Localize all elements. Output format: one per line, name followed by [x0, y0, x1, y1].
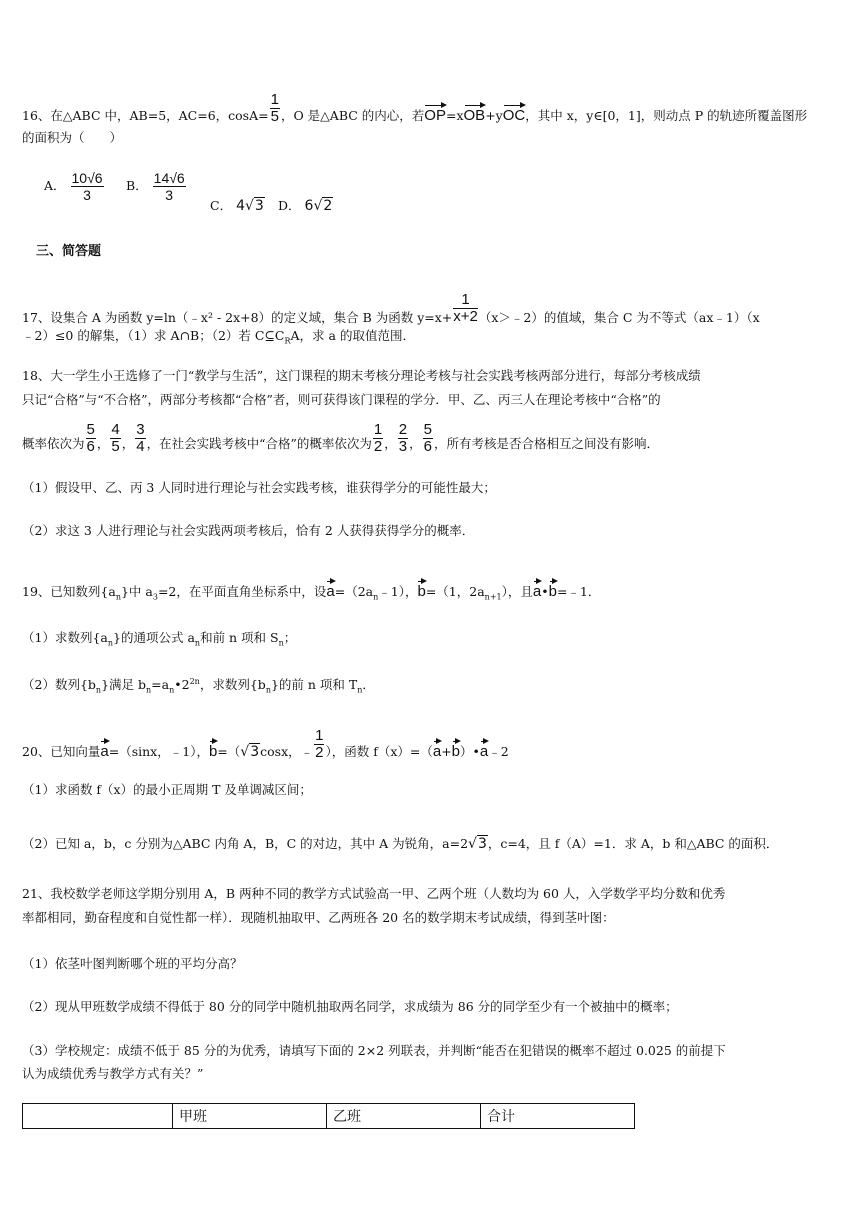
q19-text: =（1，2a	[425, 584, 485, 599]
frac-num: 3	[136, 421, 145, 438]
q18-frac	[86, 422, 96, 455]
q19-text: ），且	[501, 584, 533, 599]
q17-text: ﹣2）≤0 的解集，（1）求 A∩B；（2）若 C⊆C	[22, 328, 285, 343]
q18-text: 概率依次为	[22, 436, 85, 451]
subscript: n	[194, 638, 201, 648]
q19-sub1	[22, 630, 296, 652]
q19-text: }满足 b	[101, 677, 147, 693]
vector-b: b	[549, 578, 557, 600]
q20-text: cosx，﹣	[260, 744, 314, 759]
q20-text: =（sinx，﹣1），	[108, 744, 209, 759]
radicand: 3	[254, 198, 264, 214]
frac-den: 5	[111, 438, 120, 455]
q20-fraction	[314, 728, 324, 761]
subscript: n	[169, 685, 175, 695]
sqrt-3: √3	[468, 836, 487, 852]
sqrt-3: √3	[240, 744, 260, 760]
q19-text: =2，在平面直角坐标系中，设	[157, 584, 327, 599]
q20-sub1: （1）求函数 f（x）的最小正周期 T 及单调减区间；	[22, 782, 312, 797]
q19-text: ，求数列{b	[199, 677, 266, 693]
q19-text: •2	[174, 677, 190, 693]
q19-text: =﹣1．	[556, 584, 601, 599]
q16-text: 16、在△ABC 中，AB=5，AC=6，cosA=	[22, 108, 269, 123]
subscript: n	[95, 685, 102, 695]
q20-line1	[22, 727, 509, 769]
q18-text: ，所有考核是否合格相互之间没有影响．	[433, 436, 659, 451]
subscript: R	[284, 336, 291, 346]
q18-frac	[373, 422, 383, 455]
q17-fraction	[453, 292, 478, 325]
q18-frac	[398, 422, 408, 455]
subscript: n	[107, 638, 114, 648]
frac-num: 1	[315, 727, 324, 744]
cosA-fraction	[270, 92, 280, 125]
frac-den: 6	[86, 438, 95, 455]
radicand: 3	[477, 836, 487, 852]
frac-num: 1	[453, 292, 478, 309]
table-cell: 合计	[481, 1104, 635, 1129]
q16-text: =x	[445, 108, 464, 123]
option-c-value: 4√3	[236, 198, 264, 214]
frac-num: 5	[423, 421, 432, 438]
q18-sub1: （1）假设甲、乙、丙 3 人同时进行理论与社会实践考核，谁获得学分的可能性最大；	[22, 480, 496, 495]
vector-oc: OC	[503, 102, 526, 124]
subscript: n	[373, 592, 379, 602]
q19-text: 19、已知数列{a	[22, 584, 116, 599]
q19-text: ﹣1），	[378, 584, 418, 599]
option-b	[126, 170, 187, 203]
q19-text: 和前 n 项和 S	[200, 630, 279, 645]
q19-line1: 19、已知数列$\{a_n\}$中 $a_3=2$，在平面直角坐标系中，设$a=(2a_n﹣1)$，b=（1，$2a_{n+1}$），且a•b=﹣1．	[22, 578, 600, 606]
frac-den: 2	[373, 438, 383, 455]
frac-den: 3	[83, 187, 91, 203]
subscript: 3	[152, 592, 158, 602]
option-label: B．	[126, 178, 148, 193]
q20-text: ﹣2	[488, 744, 509, 759]
table-cell: 甲班	[173, 1104, 327, 1129]
q19-text: ；	[283, 630, 297, 645]
q17-text: （x＞﹣2）的值域，集合 C 为不等式（ax﹣1）（x	[478, 310, 760, 325]
q21-sub2: （2）现从甲班数学成绩不得低于 80 分的同学中随机抽取两名同学，求成绩为 86 分的同学至少有一个被抽中的概率；	[22, 999, 678, 1014]
table-header-row	[23, 1104, 635, 1129]
frac-num: 1	[270, 91, 279, 108]
q18-frac	[110, 422, 120, 455]
option-d-value: 6√2	[304, 198, 333, 214]
option-d	[278, 196, 333, 214]
vector-a: a	[326, 578, 334, 600]
frac-den: 4	[136, 438, 145, 455]
q16-text: +y	[485, 108, 503, 123]
frac-num: 1	[373, 421, 383, 438]
q21-line1: 21、我校数学老师这学期分别用 A，B 两种不同的教学方式试验高一甲、乙两个班（人数均为 60 人，入学数学平均分数和优秀	[22, 886, 726, 901]
option-c	[210, 196, 265, 214]
frac-num: 2	[398, 421, 408, 438]
q19-text: =（2a	[334, 584, 374, 599]
q16-line1	[22, 91, 808, 133]
q19-text: （1）求数列{a	[22, 630, 108, 645]
vector-b: b	[452, 738, 460, 760]
coef: 6	[304, 198, 314, 214]
q19-text: }的通项公式 a	[113, 630, 195, 645]
radicand: 3	[250, 744, 260, 760]
section-heading: 三、简答题	[36, 244, 102, 259]
frac-den: 3	[165, 187, 174, 203]
option-label: A．	[44, 178, 66, 193]
q20-text: 20、已知向量	[22, 744, 101, 759]
subscript: n	[265, 685, 271, 695]
q18-line1: 18、大一学生小王选修了一门“教学与生活”，这门课程的期末考核分理论考核与社会实践考核两部分进行，每部分考核成绩	[22, 368, 701, 383]
q18-line3: 概率依次为 $\frac{5}{6}$ ， $\frac{4}{5}$ ， $\frac{3}{4}$ ，在社会实践考核中“合格”的概率依次为 $\frac{1}{2}$ ， $\frac{2}{3}$ ， $\frac{5}{6}$ ，所有考核是否合格相互之间没有影响．	[22, 421, 659, 455]
vector-a: a	[433, 738, 441, 760]
option-label: D．	[278, 198, 301, 213]
subscript: n	[146, 685, 152, 695]
subscript: n	[115, 592, 121, 602]
frac-num: 5	[86, 421, 95, 438]
radicand: 2	[323, 198, 333, 214]
contingency-table	[22, 1103, 635, 1129]
vector-ob: OB	[464, 102, 486, 124]
q19-text: }中 a	[120, 584, 153, 599]
frac-den: 3	[398, 438, 408, 455]
frac-den: 5	[270, 108, 279, 125]
q17-text: A，求 a 的取值范围．	[290, 328, 415, 343]
q20-text: ），函数 f（x）=（	[325, 744, 433, 759]
frac-num: 4	[111, 421, 120, 438]
vector-a: a	[100, 738, 108, 760]
q20-text: =（	[217, 744, 241, 759]
vector-op: OP	[424, 102, 446, 124]
option-a	[44, 170, 105, 203]
frac-num: 10√6	[71, 170, 103, 186]
q19-sub2	[22, 674, 375, 699]
q20-text: （2）已知 a，b，c 分别为△ABC 内角 A，B，C 的对边，其中 A 为锐角，a=2	[22, 836, 469, 851]
q19-text: （2）数列{b	[22, 677, 96, 693]
q17-text: 17、设集合 A 为函数 y=ln（﹣x² - 2x+8）的定义域，集合 B 为函数 y=x+	[22, 310, 453, 325]
q19-text: }的前 n 项和 T	[270, 677, 358, 693]
frac-den: x+2	[453, 308, 478, 325]
q20-sub2	[22, 836, 778, 852]
q21-sub1: （1）依茎叶图判断哪个班的平均分高？	[22, 956, 243, 971]
option-a-fraction	[71, 170, 104, 203]
frac-den: 6	[423, 438, 432, 455]
table-cell	[23, 1104, 173, 1129]
q16-text: ，O 是△ABC 的内心，若	[280, 108, 425, 123]
q18-sub2: （2）求这 3 人进行理论与社会实践两项考核后，恰有 2 人获得获得学分的概率．	[22, 523, 475, 538]
q16-line2: 的面积为（ ）	[22, 130, 123, 145]
q20-text: ）•	[460, 744, 480, 759]
coef: 4	[236, 198, 245, 214]
frac-num: 14√6	[153, 170, 185, 186]
q21-sub3-line2: 认为成绩优秀与教学方式有关？”	[22, 1066, 204, 1081]
vector-b: b	[209, 738, 217, 760]
q20-text: +	[441, 744, 452, 759]
q17-line2	[22, 328, 415, 350]
subscript: n	[278, 638, 284, 648]
q18-frac	[135, 422, 145, 455]
q16-text: ，其中 x，y∈[0，1]，则动点 P 的轨迹所覆盖图形	[525, 108, 808, 123]
option-label: C．	[210, 198, 233, 213]
q18-line2: 只记“合格”与“不合格”，两部分考核都“合格”者，则可获得该门课程的学分．甲、乙、丙三人在理论考核中“合格”的	[22, 392, 661, 407]
q18-frac	[423, 422, 433, 455]
q19-text: ．	[362, 677, 375, 693]
superscript: 2n	[189, 677, 200, 686]
vector-a: a	[480, 738, 488, 760]
q21-line2: 率都相同，勤奋程度和自觉性都一样）．现随机抽取甲、乙两班各 20 名的数学期末考试成绩，得到茎叶图：	[22, 910, 615, 925]
option-b-fraction	[153, 170, 186, 203]
q21-sub3-line1: （3）学校规定：成绩不低于 85 分的为优秀，请填写下面的 2×2 列联表，并判断“能否在犯错误的概率不超过 0.025 的前提下	[22, 1043, 726, 1058]
subscript: n	[357, 685, 363, 695]
vector-b: b	[417, 578, 425, 600]
frac-den: 2	[315, 744, 324, 761]
q18-text: ，在社会实践考核中“合格”的概率依次为	[146, 436, 372, 451]
subscript: n+1	[484, 592, 502, 602]
q20-text: ，c=4，且 f（A）=1．求 A，b 和△ABC 的面积．	[487, 836, 779, 851]
vector-a: a	[533, 578, 541, 600]
q19-text: =a	[151, 677, 170, 693]
table-cell: 乙班	[327, 1104, 481, 1129]
